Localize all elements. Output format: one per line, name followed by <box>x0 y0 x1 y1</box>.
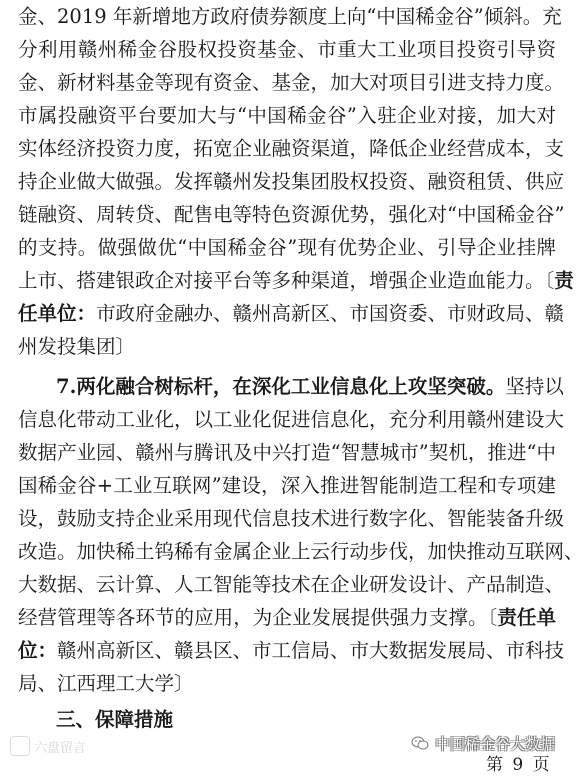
text-line: 国稀金谷+工业互联网”建设，深入推进智能制造工程和专项建 <box>18 474 556 497</box>
text-line: 链融资、周转贷、配售电等特色资源优势，强化对“中国稀金谷” <box>18 203 565 226</box>
text-run: 经营管理等各环节的应用，为企业发展提供强力支撑。〔 <box>18 606 498 629</box>
wechat-watermark-text: 中国稀金谷大数据 <box>434 734 555 753</box>
watermark-left-text: 六盘留言 <box>34 740 87 756</box>
text-line: 局、江西理工大学〕 <box>18 672 194 695</box>
section-heading: 三、保障措施 <box>56 708 174 731</box>
text-line: 实体经济投资力度，拓宽企业融资渠道，降低企业经营成本，支 <box>18 137 565 160</box>
bold-text-run: 7.两化融合树标杆，在深化工业信息化上攻坚突破。 <box>56 375 506 398</box>
text-line <box>18 603 556 633</box>
text-run: 坚持以 <box>505 375 564 398</box>
text-line: 金、新材料基金等现有资金、基金，加大对项目引进支持力度。 <box>18 71 565 94</box>
text-run: 上市、搭建银政企对接平台等多种渠道，增强企业造血能力。〔 <box>18 269 555 292</box>
text-run: 市政府金融办、赣州高新区、市国资委、市财政局、赣 <box>96 302 565 325</box>
bold-text-run: 任单位： <box>18 302 97 325</box>
text-line: 持企业做大做强。发挥赣州发投集团股权投资、融资租赁、供应 <box>18 170 565 193</box>
text-line <box>18 636 565 666</box>
text-line: 州发投集团〕 <box>18 335 136 358</box>
wechat-watermark <box>411 732 555 754</box>
text-line: 的支持。做强做优“中国稀金谷”现有优势企业、引导企业挂牌 <box>18 236 556 259</box>
text-line: 大数据、云计算、人工智能等技术在企业研发设计、产品制造、 <box>18 573 565 596</box>
text-line <box>18 299 565 329</box>
text-line: 信息化带动工业化，以工业化促进信息化，充分利用赣州建设大 <box>18 408 565 431</box>
wechat-icon <box>411 735 429 751</box>
text-line: 金、2019 年新增地方政府债券额度上向“中国稀金谷”倾斜。充 <box>18 5 562 28</box>
text-line: 数据产业园、赣州与腾讯及中兴打造“智慧城市”契机，推进“中 <box>18 441 556 464</box>
page-number: 第 9 页 <box>486 755 552 775</box>
text-line <box>56 372 564 402</box>
bold-text-run: 责任单 <box>497 606 556 629</box>
text-line: 改造。加快稀土钨稀有金属企业上云行动步伐，加快推动互联网、 <box>18 540 584 563</box>
bold-text-run: 责 <box>554 269 574 292</box>
text-line <box>18 266 574 296</box>
text-line: 市属投融资平台要加大与“中国稀金谷”入驻企业对接，加大对 <box>18 104 556 127</box>
text-line: 设，鼓励支持企业采用现代信息技术进行数字化、智能装备升级 <box>18 507 565 530</box>
bold-text-run: 位： <box>18 639 58 662</box>
text-line: 分利用赣州稀金谷股权投资基金、市重大工业项目投资引导资 <box>18 38 556 61</box>
text-run: 赣州高新区、赣县区、市工信局、市大数据发展局、市科技 <box>57 639 565 662</box>
watermark-left <box>10 735 86 757</box>
watermark-badge-icon <box>10 736 30 756</box>
